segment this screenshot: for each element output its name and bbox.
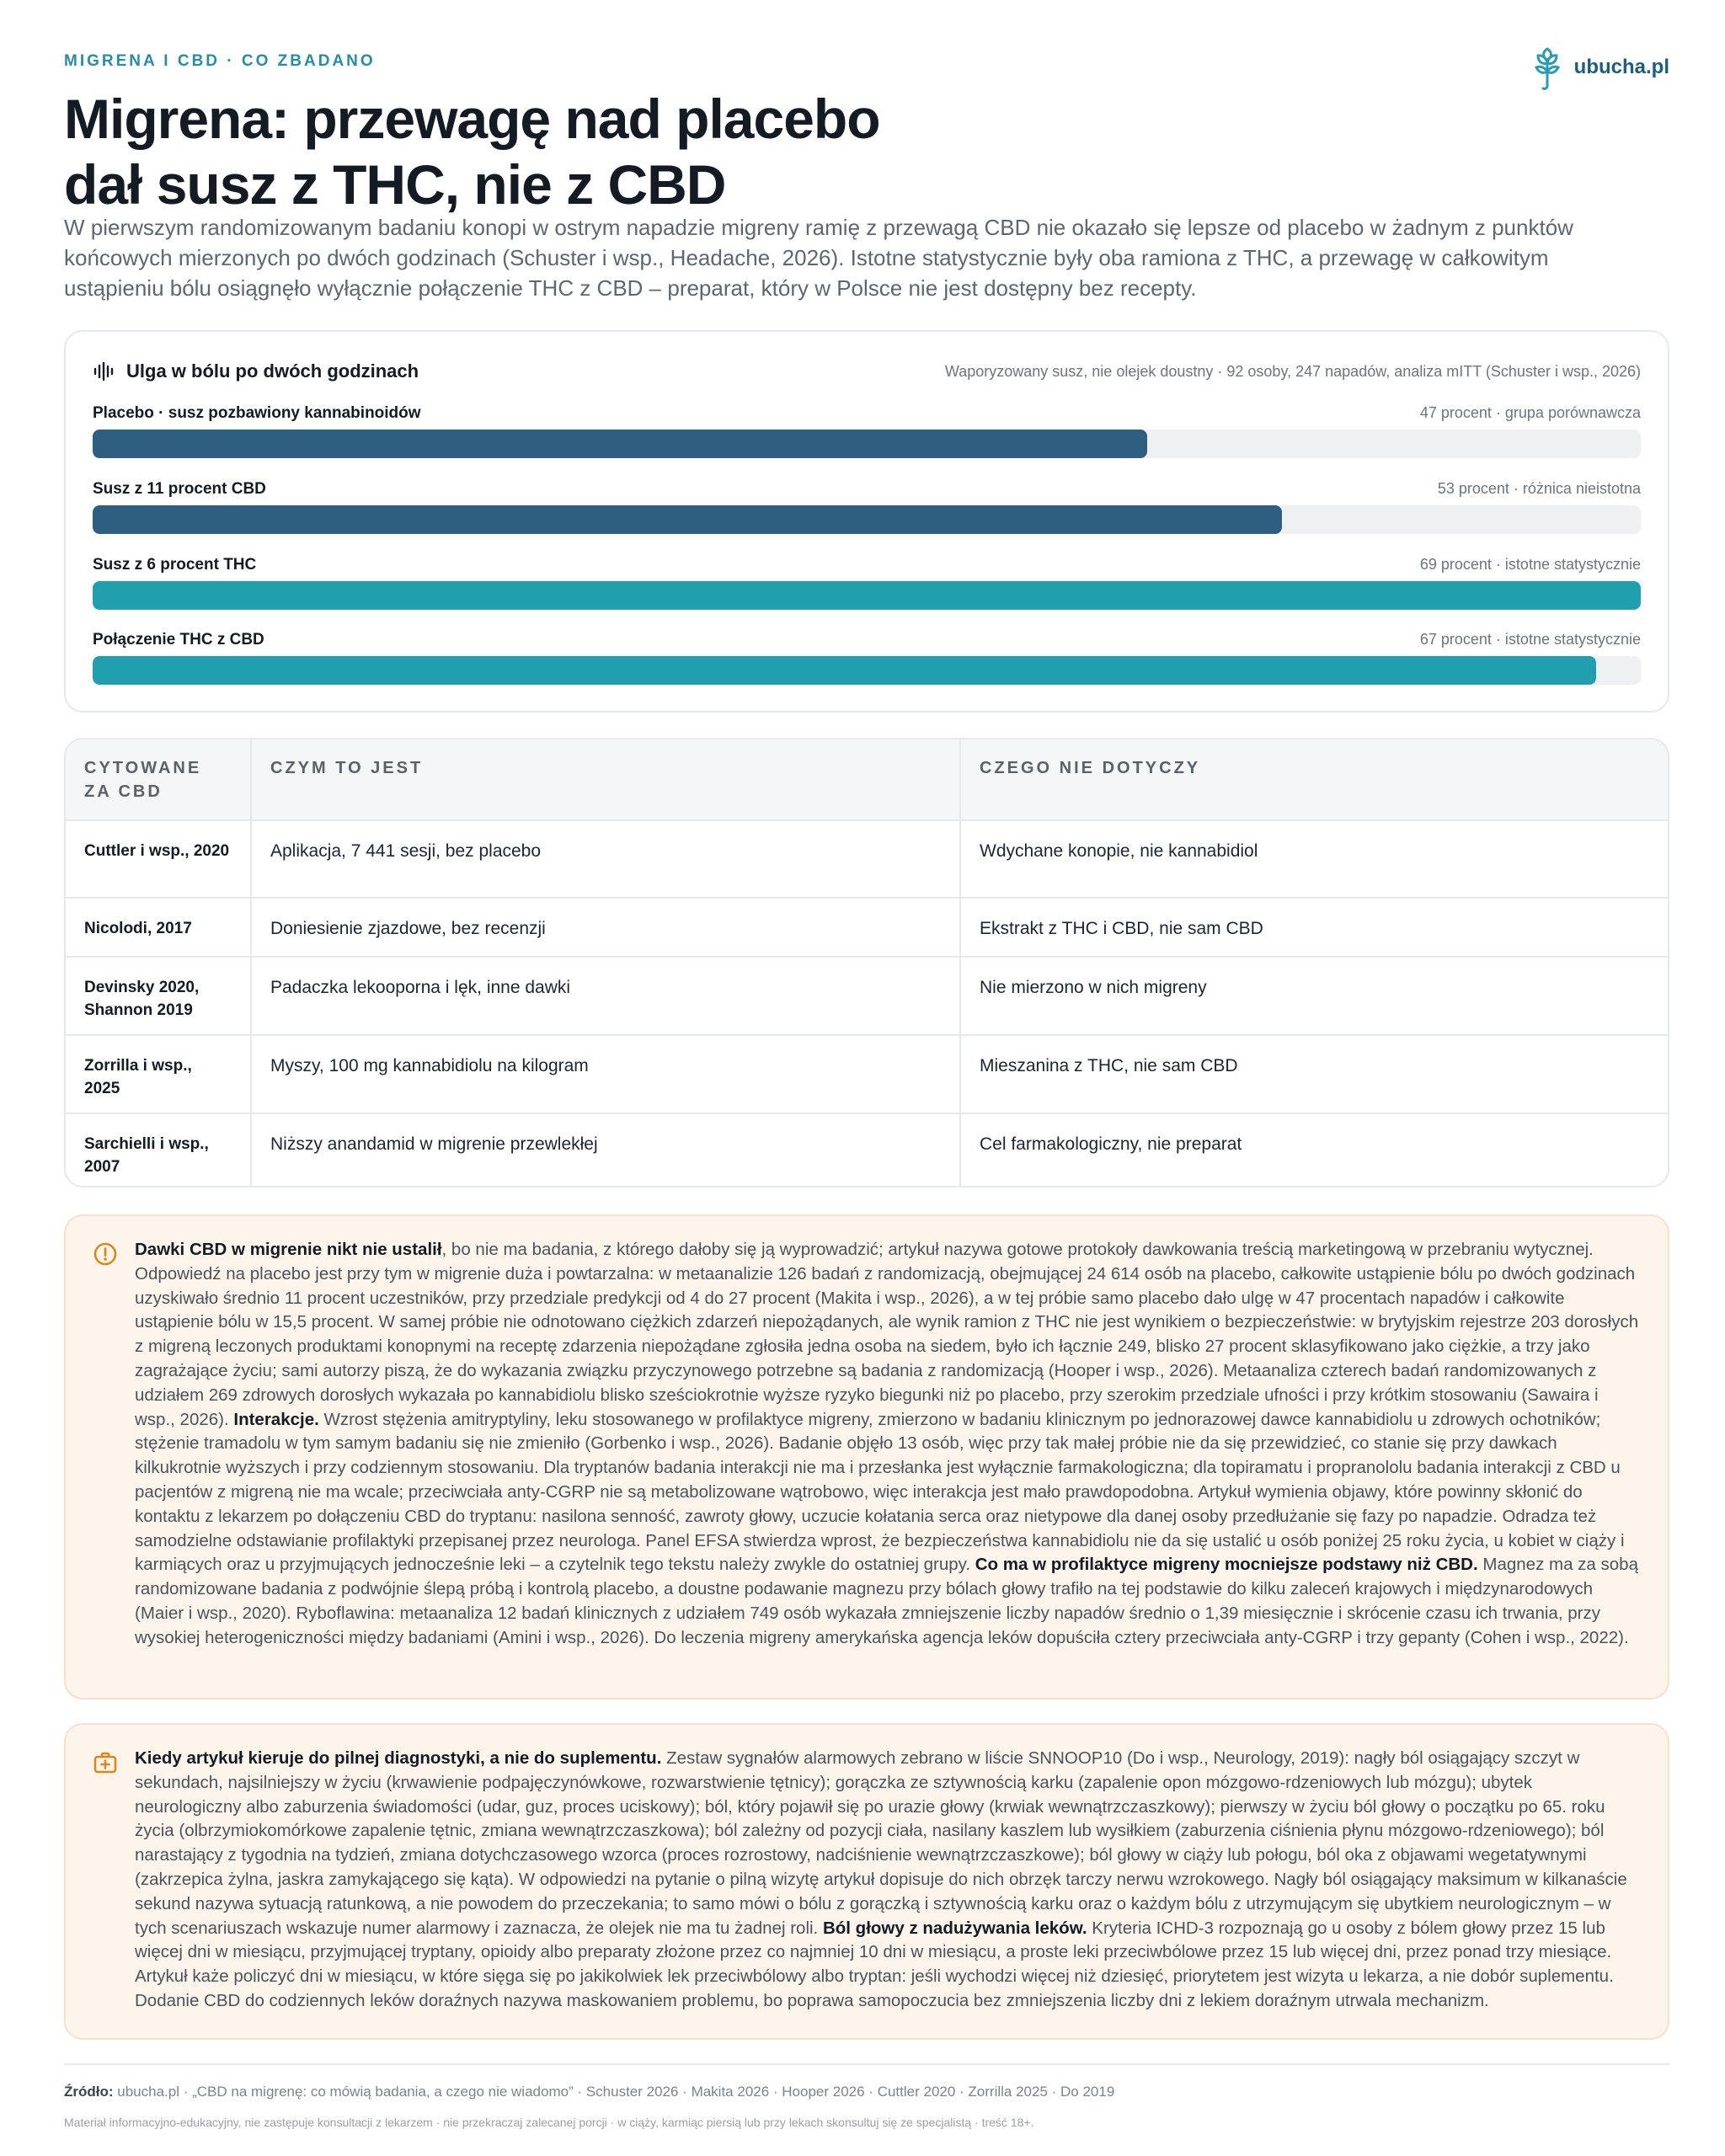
brand-flower-icon xyxy=(1530,44,1564,91)
bar-track xyxy=(93,656,1641,685)
cell-what: Padaczka lekooporna i lęk, inne dawki xyxy=(251,957,960,1035)
bar-row-placebo xyxy=(93,404,1641,463)
chart-header xyxy=(93,360,1641,382)
note-paragraph: Zestaw sygnałów alarmowych zebrano w liście SNNOOP10 (Do i wsp., Neurology, 2019): nagły ból osiągający szczyt w sekundach, najsilniejszy w życiu (krwawienie podpajęczynówkowe, rozwarstwienie tętnicy); gorączka ze sztywnością karku (zapalenie opon mózgowo-rdzeniowych lub mózgu); ubytek neurologiczny albo zaburzenia świadomości (udar, guz, proces uciskowy); ból, który pojawił się po urazie głowy (krwiak wewnątrzczaszkowy); pierwszy w życiu ból głowy o początku po 65. roku życia (olbrzymiokomórkowe zapalenie tętnic, zmiana wewnątrzczaszkowa); ból zależny od pozycji ciała, nasilany kaszlem lub wysiłkiem (zaburzenia ciśnienia płynu mózgowo-rdzeniowego); ból narastający z tygodnia na tydzień, zmiana dotychczasowego wzorca (proces rozrostowy, nadciśnienie wewnątrzczaszkowe); ból głowy w ciąży lub połogu, ból oka z objawami wegetatywnymi (zakrzepica żylna, jaskra zamykającego się kąta). W odpowiedzi na pytanie o pilną wizytę artykuł dopisuje do nich obrzęk tarczy nerwu wzrokowego. Nagły ból osiągający maksimum w kilkanaście sekund nazywa sytuacją ratunkową, a nie powodem do przeczekania; to samo mówi o bólu z gorączką i sztywnością karku oraz o każdym bólu z utrzymującym się ubytkiem neurologicznym – w tych scenariuszach wskazuje numer alarmowy i zaznacza, że olejek nie ma tu żadnej roli. xyxy=(135,1748,1627,1938)
bar-note: 67 procent · istotne statystycznie xyxy=(1419,631,1641,648)
cell-source: Zorrilla i wsp., 2025 xyxy=(66,1035,251,1113)
chart-meta: Waporyzowany susz, nie olejek doustny · 92 osoby, 247 napadów, analiza mITT (Schuster i wsp., 2026) xyxy=(944,362,1641,380)
column-header: CZEGO NIE DOTYCZY xyxy=(960,739,1668,820)
bar-fill-placebo xyxy=(93,430,1147,458)
cell-source: Devinsky 2020, Shannon 2019 xyxy=(66,957,251,1035)
source-label: Źródło: xyxy=(64,2084,114,2100)
sources-table-card xyxy=(64,738,1669,1187)
audio-wave-icon xyxy=(93,360,115,382)
note-paragraph: Kryteria ICHD-3 rozpoznają go u osoby z bólem głowy przez 15 lub więcej dni w miesiącu, przyjmującej tryptany, opioidy albo preparaty złożone przez co najmniej 10 dni w miesiącu, a proste leki przeciwbólowe przez 15 lub więcej dni, przez ponad trzy miesiące. Artykuł każe policzyć dni w miesiącu, w które sięga się po jakikolwiek lek przeciwbólowy albo tryptan: jeśli wychodzi więcej niż dziesięć, priorytetem jest wizyta u lekarza, a nie dobór suplementu. Dodanie CBD do codziennych leków doraźnych nazywa maskowaniem problemu, bo poprawa samopoczucia bez zmniejszenia liczby dni z lekiem doraźnym utrwala mechanizm. xyxy=(135,1918,1614,2010)
diagnostics-note-text xyxy=(135,1747,1639,2014)
chart-title-group xyxy=(93,360,419,382)
bar-track xyxy=(93,581,1641,610)
bar-note: 53 procent · różnica nieistotna xyxy=(1437,480,1641,497)
table-row xyxy=(66,820,1668,898)
bar-label: Susz z 6 procent THC xyxy=(93,556,257,574)
lede-paragraph: W pierwszym randomizowanym badaniu konopi w ostrym napadzie migreny ramię z przewagą CBD nie okazało się lepsze od placebo w żadnym z punktów końcowych mierzonych po dwóch godzinach (Schuster i wsp., Headache, 2026). Istotne statystycznie były oba ramiona z THC, a przewagę w całkowitym ustąpieniu bólu osiągnęło wyłącznie połączenie THC z CBD – preparat, który w Polsce nie jest dostępny bez recepty. xyxy=(64,215,1573,301)
bar-label: Susz z 11 procent CBD xyxy=(93,480,266,498)
medical-kit-icon xyxy=(93,1750,118,1775)
cell-what: Aplikacja, 7 441 sesji, bez placebo xyxy=(251,820,960,898)
dosage-warning-note xyxy=(64,1214,1669,1700)
note-subhead-interactions: Interakcje. xyxy=(233,1409,319,1429)
cell-source: Cuttler i wsp., 2020 xyxy=(66,820,251,898)
cell-not: Nie mierzono w nich migreny xyxy=(960,957,1668,1035)
column-header: CZYM TO JEST xyxy=(251,739,960,820)
bar-fill-thc-cbd xyxy=(93,656,1596,685)
cell-what: Doniesienie zjazdowe, bez recenzji xyxy=(251,898,960,957)
note-paragraph: Magnez ma za sobą randomizowane badania z podwójnie ślepą próbą i kontrolą placebo, a doustne podawanie magnezu przy bólach głowy trafiło na tej podstawie do kilku zaleceń krajowych i międzynarodowych (Maier i wsp., 2020). Ryboflawina: metaanaliza 12 badań klinicznych z udziałem 749 osób wykazała zmniejszenie liczby napadów średnio o 1,39 miesięcznie i skrócenie czasu ich trwania, przy wysokiej heterogeniczności między badaniami (Amini i wsp., 2026). Do leczenia migreny amerykańska agencja leków dopuściła cztery przeciwciała anty-CGRP i trzy gepanty (Cohen i wsp., 2022). xyxy=(135,1555,1638,1647)
table-row xyxy=(66,1035,1668,1113)
cell-source: Sarchielli i wsp., 2007 xyxy=(66,1113,251,1187)
cell-what: Niższy anandamid w migrenie przewlekłej xyxy=(251,1113,960,1187)
note-lead: Kiedy artykuł kieruje do pilnej diagnostyki, a nie do suplementu. xyxy=(135,1748,662,1768)
footer-divider xyxy=(64,2063,1669,2065)
bar-row-thc xyxy=(93,556,1641,615)
kicker: MIGRENA I CBD · CO ZBADANO xyxy=(64,52,376,70)
title-line-2: dał susz z THC, nie z CBD xyxy=(64,153,726,216)
source-line xyxy=(64,2084,1114,2100)
bar-note: 47 procent · grupa porównawcza xyxy=(1419,404,1641,421)
bar-row-cbd xyxy=(93,480,1641,539)
cell-not: Wdychane konopie, nie kannabidiol xyxy=(960,820,1668,898)
bar-fill-cbd xyxy=(93,505,1282,534)
chart-card xyxy=(64,330,1669,712)
note-lead: Dawki CBD w migrenie nikt nie ustalił xyxy=(135,1240,442,1259)
column-header: CYTOWANE ZA CBD xyxy=(66,739,251,820)
bar-track xyxy=(93,430,1641,458)
cell-not: Ekstrakt z THC i CBD, nie sam CBD xyxy=(960,898,1668,957)
brand-logo[interactable] xyxy=(1530,44,1669,91)
cell-source: Nicolodi, 2017 xyxy=(66,898,251,957)
note-subhead-prophylaxis: Co ma w profilaktyce migreny mocniejsze podstawy niż CBD. xyxy=(975,1555,1478,1575)
note-subhead-medication-overuse: Ból głowy z nadużywania leków. xyxy=(822,1918,1087,1938)
diagnostics-note xyxy=(64,1723,1669,2040)
note-paragraph: , bo nie ma badania, z którego dałoby się ją wyprowadzić; artykuł nazywa gotowe protokoły dawkowania treścią marketingową w przebraniu wytycznej. Odpowiedź na placebo jest przy tym w migrenie duża i powtarzalna: w metaanalizie 126 badań z randomizacją, obejmującej 24 614 osób na placebo, całkowite ustąpienie bólu po dwóch godzinach uzyskiwało średnio 11 procent uczestników, przy przedziale predykcji od 4 do 27 procent (Makita i wsp., 2026), a w tej próbie samo placebo dało ulgę w 47 procentach napadów i całkowite ustąpienie bólu w 15,5 procent. W samej próbie nie odnotowano ciężkich zdarzeń niepożądanych, ale wynik ramion z THC nie jest wynikiem o bezpieczeństwie: w brytyjskim rejestrze 203 dorosłych z migreną leczonych produktami konopnymi na receptę zdarzenia niepożądane zgłosiła jedna osoba na siedem, było ich łącznie 249, blisko 27 procent sklasyfikowano jako ciężkie, a trzy jako zagrażające życiu; sami autorzy piszą, że do wykazania związku przyczynowego potrzebne są badania z randomizacją (Hooper i wsp., 2026). Metaanaliza czterech badań randomizowanych z udziałem 269 zdrowych dorosłych wykazała po kannabidiolu blisko sześciokrotnie wyższe ryzyko biegunki niż po placebo, przy szerokim przedziale ufności i przy krótkim stosowaniu (Sawaira i wsp., 2026). xyxy=(135,1240,1639,1429)
table-row xyxy=(66,1113,1668,1187)
sources-table xyxy=(66,739,1668,1187)
brand-name: ubucha.pl xyxy=(1573,56,1669,78)
disclaimer: Materiał informacyjno-edukacyjny, nie zastępuje konsultacji z lekarzem · nie przekraczaj zalecanej porcji · w ciąży, karmiąc piersią lub przy lekach skonsultuj się ze specjalistą · treść 18+. xyxy=(64,2116,1034,2129)
bar-note: 69 procent · istotne statystycznie xyxy=(1419,556,1641,573)
table-row xyxy=(66,957,1668,1035)
cell-not: Cel farmakologiczny, nie preparat xyxy=(980,1134,1242,1154)
note-paragraph: Wzrost stężenia amitryptyliny, leku stosowanego w profilaktyce migreny, zmierzono w badaniu klinicznym po jednorazowej dawce kannabidiolu u zdrowych ochotników; stężenie tramadolu w tym samym badaniu się nie zmieniło (Gorbenko i wsp., 2026). Badanie objęło 13 osób, więc przy tak małej próbie nie da się przewidzieć, co stanie się przy dawkach kilkukrotnie wyższych i przy codziennym stosowaniu. Dla tryptanów badania interakcji nie ma i przesłanka jest wyłącznie farmakologiczna; dla topiramatu i propranololu badania interakcji z CBD u pacjentów z migreną nie ma wcale; przeciwciała anty-CGRP nie są metabolizowane wątrobowo, więc interakcja jest mało prawdopodobna. Artykuł wymienia objawy, które powinny skłonić do kontaktu z lekarzem po dołączeniu CBD do tryptanu: nasilona senność, zawroty głowy, uczucie kołatania serca oraz nietypowe dla danej osoby przedłużanie się fazy po napadzie. Odradza też samodzielne odstawianie profilaktyki przepisanej przez neurologa. Panel EFSA stwierdza wprost, że bezpieczeństwa kannabidiolu nie da się ustalić u osób poniżej 25 roku życia, u kobiet w ciąży i karmiących oraz u przyjmujących jednocześnie leki – a czytelnik tego tekstu należy zwykle do ostatniej grupy. xyxy=(135,1409,1625,1575)
bar-label: Placebo · susz pozbawiony kannabinoidów xyxy=(93,404,421,422)
chart-title: Ulga w bólu po dwóch godzinach xyxy=(126,360,419,382)
alert-circle-icon xyxy=(93,1241,118,1267)
bar-fill-thc xyxy=(93,581,1641,610)
source-text: ubucha.pl · „CBD na migrenę: co mówią badania, a czego nie wiadomo” · Schuster 2026 · Makita 2026 · Hooper 2026 · Cuttler 2020 · Zorrilla 2025 · Do 2019 xyxy=(113,2084,1115,2100)
bar-track xyxy=(93,505,1641,534)
cell-what: Myszy, 100 mg kannabidiolu na kilogram xyxy=(251,1035,960,1113)
cell-not: Mieszanina z THC, nie sam CBD xyxy=(960,1035,1668,1113)
page-title xyxy=(64,86,880,217)
dosage-note-text xyxy=(135,1238,1639,1651)
bar-row-thc-cbd xyxy=(93,631,1641,690)
table-row xyxy=(66,898,1668,957)
table-header-row xyxy=(66,739,1668,820)
title-line-1: Migrena: przewagę nad placebo xyxy=(64,88,880,150)
bar-label: Połączenie THC z CBD xyxy=(93,631,264,648)
